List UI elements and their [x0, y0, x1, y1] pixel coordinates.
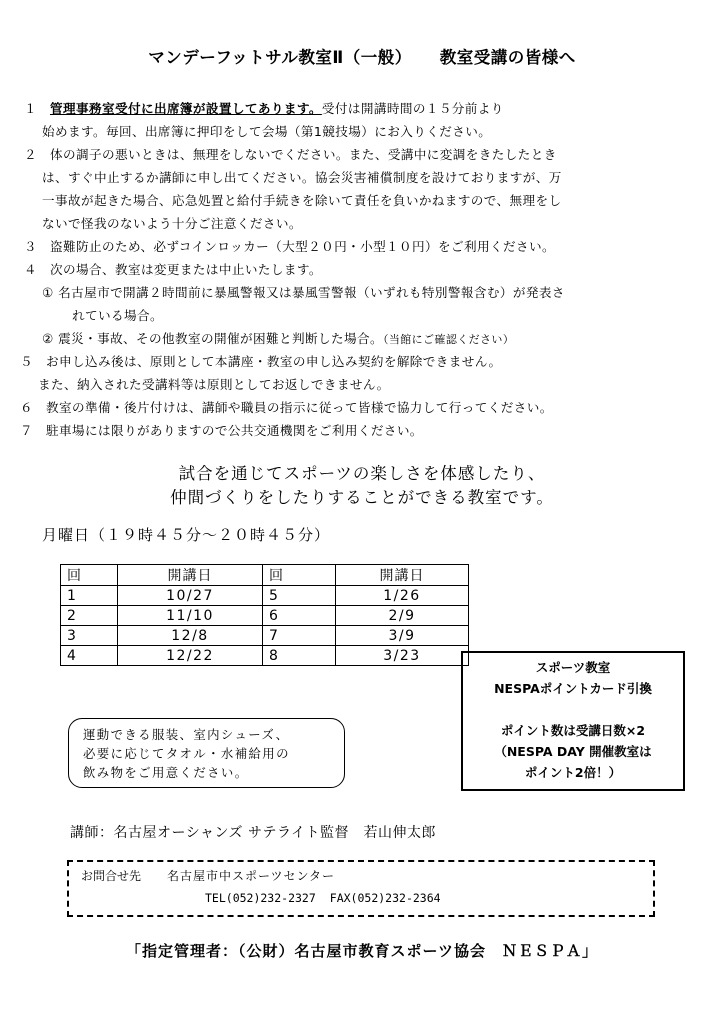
- table-row: [61, 586, 469, 606]
- nespa-point-box: [461, 651, 685, 791]
- title-course: マンデーフットサル教室Ⅱ（一般）: [148, 48, 412, 67]
- schedule-table: [60, 564, 469, 666]
- table-row: [61, 626, 469, 646]
- note-1-rest: 受付は開講時間の１５分前より: [321, 101, 504, 116]
- title-greeting: 教室受講の皆様へ: [439, 48, 576, 67]
- note-4-sub-2-text: ② 震災・事故、その他教室の開催が困難と判断した場合。: [42, 331, 383, 346]
- contact-label: お問合せ先: [81, 869, 142, 883]
- note-1-number: １: [24, 101, 37, 116]
- prep-line-2: 必要に応じてタオル・水補給用の: [83, 746, 290, 761]
- session-number: 6: [263, 606, 336, 626]
- prep-line-1: 運動できる服装、室内シューズ、: [83, 727, 290, 742]
- session-number: 1: [61, 586, 118, 606]
- note-4-sub-1a: ① 名古屋市で開講２時間前に暴風警報又は暴風雪警報（いずれも特別警報含む）が発表さ: [42, 285, 565, 300]
- table-row: [61, 646, 469, 666]
- schedule-header-row: [61, 565, 469, 586]
- instructor-line: 講師：名古屋オーシャンズ サテライト監督 若山伸太郎: [70, 825, 437, 841]
- header-date-right: 開講日: [336, 565, 469, 586]
- prep-line-3: 飲み物をご用意ください。: [83, 765, 249, 780]
- contact-tel: TEL(052)232-2327: [205, 891, 316, 905]
- note-3: ３ 盗難防止のため、必ずコインロッカー（大型２０円・小型１０円）をご利用ください。: [24, 239, 555, 254]
- nespa-box-line-5: ポイント2倍！）: [524, 765, 622, 780]
- note-1-line-2: 始めます。毎回、出席簿に押印をして会場（第1競技場）にお入りください。: [42, 124, 492, 139]
- session-date: 11/10: [118, 606, 263, 626]
- session-number: 4: [61, 646, 118, 666]
- note-2-line-3: 一事故が起きた場合、応急処置と給付手続きを除いて責任を負いかねますので、無理をし: [42, 193, 562, 208]
- header-session-left: 回: [61, 565, 118, 586]
- note-1-bold: 管理事務室受付に出席簿が設置してあります。: [50, 101, 322, 116]
- note-4-line-1: ４ 次の場合、教室は変更または中止いたします。: [24, 262, 322, 277]
- note-4-sub-1b: れている場合。: [72, 308, 163, 323]
- note-2-line-4: ないで怪我のないよう十分ご注意ください。: [42, 216, 302, 231]
- nespa-box-line-3: ポイント数は受講日数×2: [500, 723, 646, 738]
- session-number: 2: [61, 606, 118, 626]
- note-1-line-1: [24, 100, 504, 118]
- note-4-sub-2: [42, 330, 514, 349]
- session-number: 3: [61, 626, 118, 646]
- session-date: 1/26: [336, 586, 469, 606]
- note-5-line-2: また、納入された受講料等は原則としてお返しできません。: [38, 377, 390, 392]
- contact-fax: FAX(052)232-2364: [329, 891, 441, 905]
- note-2-line-2: は、すぐ中止するか講師に申し出てください。協会災害補償制度を設けておりますが、万: [42, 170, 562, 185]
- note-2-line-1: ２ 体の調子の悪いときは、無理をしないでください。また、受講中に変調をきたしたとき: [24, 147, 557, 162]
- header-date-left: 開講日: [118, 565, 263, 586]
- slogan-line-2: 仲間づくりをしたりすることができる教室です。: [170, 488, 554, 507]
- preparation-box: [68, 718, 345, 788]
- session-number: 8: [263, 646, 336, 666]
- contact-row-2: [205, 891, 441, 905]
- session-date: 3/23: [336, 646, 469, 666]
- session-date: 12/8: [118, 626, 263, 646]
- nespa-box-line-4: （NESPA DAY 開催教室は: [494, 744, 652, 759]
- schedule-heading: 月曜日（１９時４５分～２０時４５分）: [42, 526, 331, 544]
- session-number: 7: [263, 626, 336, 646]
- session-date: 12/22: [118, 646, 263, 666]
- session-date: 2/9: [336, 606, 469, 626]
- note-4-sub-2-note: （当館にご確認ください）: [382, 333, 515, 346]
- nespa-box-line-1: スポーツ教室: [535, 660, 611, 675]
- note-6: ６ 教室の準備・後片付けは、講師や職員の指示に従って皆様で協力して行ってください。: [20, 400, 553, 415]
- slogan-line-1: 試合を通じてスポーツの楽しさを体感したり、: [178, 464, 546, 483]
- contact-organization: 名古屋市中スポーツセンター: [167, 869, 336, 883]
- table-row: [61, 606, 469, 626]
- note-7: ７ 駐車場には限りがありますので公共交通機関をご利用ください。: [20, 423, 423, 438]
- contact-row-1: [81, 867, 335, 884]
- session-date: 3/9: [336, 626, 469, 646]
- header-session-right: 回: [263, 565, 336, 586]
- footer-designated-manager: 「指定管理者：（公財）名古屋市教育スポーツ協会 ＮＥＳＰＡ」: [126, 942, 598, 960]
- nespa-box-line-2: NESPAポイントカード引換: [494, 681, 652, 696]
- session-number: 5: [263, 586, 336, 606]
- session-date: 10/27: [118, 586, 263, 606]
- contact-box: [67, 860, 655, 917]
- note-5-line-1: ５ お申し込み後は、原則として本講座・教室の申し込み契約を解除できません。: [20, 354, 502, 369]
- page-title: [0, 44, 724, 68]
